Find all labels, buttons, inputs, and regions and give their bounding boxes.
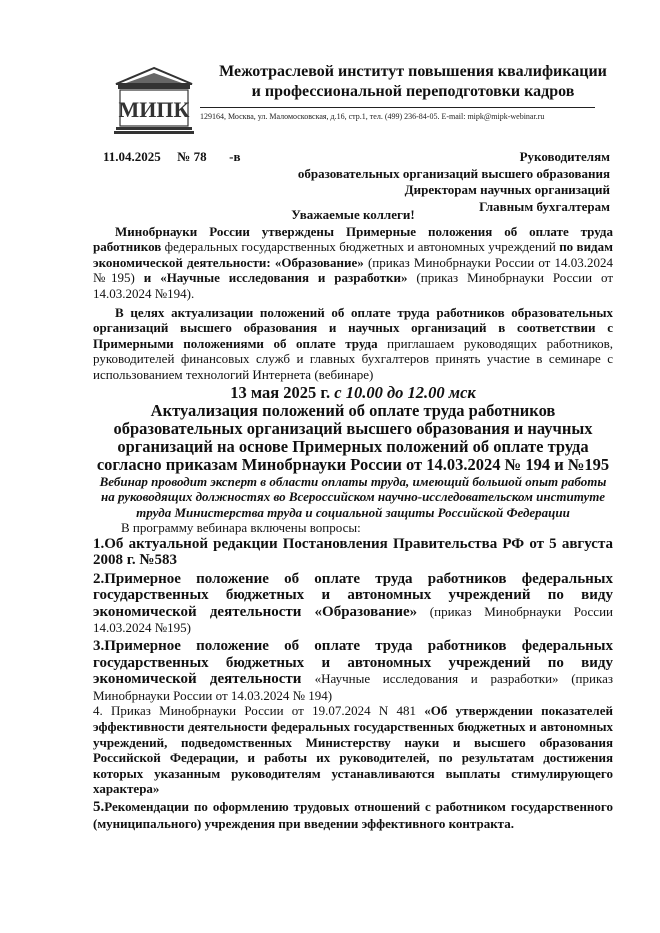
letter-body <box>93 207 613 831</box>
addressee: Директорам научных организаций <box>404 182 610 197</box>
institute-name <box>208 62 618 102</box>
letter-suffix: -в <box>229 149 241 164</box>
program-item-1: 1.Об актуальной редакции Постановления Правительства РФ от 5 августа 2008 г. №583 <box>93 535 613 569</box>
svg-text:МИПК: МИПК <box>118 97 190 122</box>
header-divider <box>200 107 595 108</box>
invitation-paragraph: В целях актуализации положений об оплате труда работников образовательных организаций высшего образования и научных организаций в соответствии с Примерными положениями об оплате труда приглашаем руководящих работников, руководителей финансовых служб и главных бухгалтеров принять участие в семинаре с использованием технологий Интернета (вебинаре) <box>93 304 613 382</box>
program-intro: В программу вебинара включены вопросы: <box>121 520 361 536</box>
speaker-info: Вебинар проводит эксперт в области оплаты труда, имеющий большой опыт работы на руководящих должностях во Всероссийском научно-исследовательском институте труда Министерства труда и социальной защиты Российской Федерации <box>99 473 607 520</box>
letter-date: 11.04.2025 <box>103 149 161 164</box>
intro-paragraph: Минобрнауки России утверждены Примерные положения об оплате труда работников федеральных государственных бюджетных и автономных учреждений по видам экономической деятельности: «Образование» (приказ Минобрнауки России от 14.03.2024 №195) и «Научные исследования и разработки» (приказ Минобрнауки России от 14.03.2024 №194). <box>93 223 614 301</box>
addressee: Главным бухгалтерам <box>479 198 610 214</box>
addressee: Руководителям <box>519 149 610 164</box>
program-item-5: 5.Рекомендации по оформлению трудовых отношений с работником государственного (муниципального) учреждения при введении эффективного контракта. <box>93 798 613 831</box>
letter-number: № 78 <box>177 149 207 164</box>
addressee: образовательных организаций высшего образования <box>297 165 610 181</box>
webinar-date: 13 мая 2025 г. с 10.00 до 12.00 мск <box>230 382 476 402</box>
webinar-time: с 10.00 до 12.00 мск <box>334 382 476 402</box>
institute-name-line1: Межотраслевой институт повышения квалификации <box>219 63 607 80</box>
addressees <box>190 149 610 215</box>
institute-name-line2: и профессиональной переподготовки кадров <box>251 83 575 100</box>
webinar-title: Актуализация положений об оплате труда работников образовательных организаций высшего образования и научных организаций на основе Примерных положений об оплате труда согласно приказам Минобрнауки России от 14.03.2024 № 194 и №195 <box>96 400 610 474</box>
building-columns-icon <box>112 66 196 136</box>
program-item-2: 2.Примерное положение об оплате труда работников федеральных государственных бюджетных и автономных учреждений по виду экономической деятельности «Образование» (приказ Минобрнауки России 14.03.2024 №195) <box>93 570 613 636</box>
program-item-3: 3.Примерное положение об оплате труда работников федеральных государственных бюджетных и автономных учреждений по виду экономической деятельности «Научные исследования и разработки» (приказ Минобрнауки России от 14.03.2024 № 194) <box>93 638 613 703</box>
greeting: Уважаемые коллеги! <box>291 207 415 222</box>
institute-address: 129164, Москва, ул. Маломосковская, д.16, стр.1, тел. (499) 236-84-05. E-mail: mipk@mipk-webinar.ru <box>200 112 545 121</box>
institute-logo <box>112 66 196 136</box>
program-item-4: 4. Приказ Минобрнауки России от 19.07.2024 N 481 «Об утверждении показателей эффективности деятельности федеральных государственных бюджетных и автономных учреждений, подведомственных Министерству науки и высшего образования Российской Федерации, и работы их руководителей, по результатам достижения которых указанным руководителям устанавливаются выплаты стимулирующего характера» <box>93 703 613 797</box>
